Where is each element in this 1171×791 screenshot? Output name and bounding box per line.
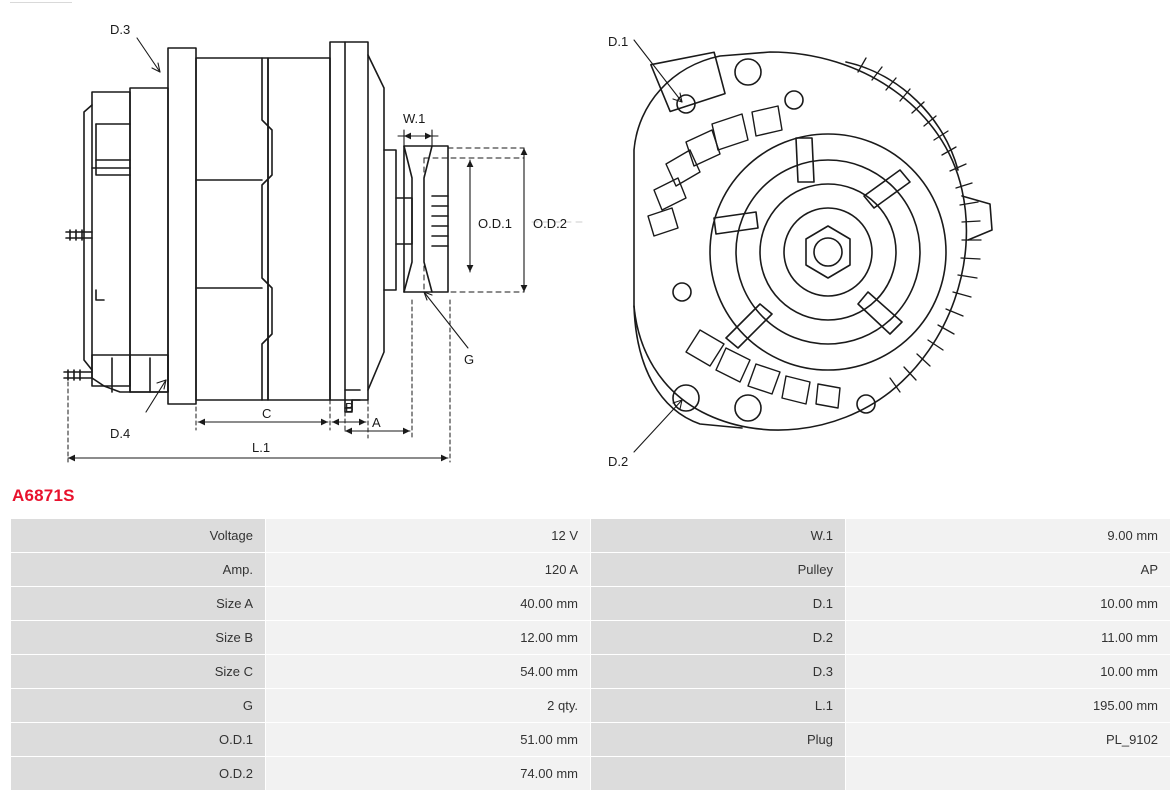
spec-label: O.D.1 [11,723,266,757]
table-row [11,655,1171,689]
table-row [11,723,1171,757]
spec-label: Amp. [11,553,266,587]
spec-label: L.1 [591,689,846,723]
spec-value: 11.00 mm [846,621,1171,655]
spec-label: Size B [11,621,266,655]
spec-value: 12.00 mm [266,621,591,655]
label-d2: D.2 [608,454,629,469]
table-row [11,519,1171,553]
label-b: B [345,400,354,415]
label-d4: D.4 [110,426,131,441]
spec-label-empty [591,757,846,791]
spec-value: 10.00 mm [846,587,1171,621]
label-l1: L.1 [252,440,271,455]
spec-value: AP [846,553,1171,587]
spec-value: PL_9102 [846,723,1171,757]
spec-label: D.2 [591,621,846,655]
spec-value: 40.00 mm [266,587,591,621]
table-row [11,757,1171,791]
label-od2: O.D.2 [533,216,567,231]
spec-value-empty [846,757,1171,791]
spec-label: G [11,689,266,723]
label-a: A [372,415,381,430]
label-c: C [262,406,272,421]
spec-label: Size A [11,587,266,621]
table-row [11,587,1171,621]
spec-label: Size C [11,655,266,689]
label-d3: D.3 [110,22,131,37]
spec-value: 195.00 mm [846,689,1171,723]
table-row [11,553,1171,587]
specification-table [10,518,1171,791]
spec-label: Voltage [11,519,266,553]
front-view-group [634,52,992,430]
table-row [11,689,1171,723]
spec-value: 51.00 mm [266,723,591,757]
side-view-group [64,42,448,412]
spec-label: W.1 [591,519,846,553]
label-d1: D.1 [608,34,629,49]
spec-value: 74.00 mm [266,757,591,791]
spec-value: 10.00 mm [846,655,1171,689]
table-row [11,621,1171,655]
spec-label: Pulley [591,553,846,587]
spec-value: 120 A [266,553,591,587]
label-w1: W.1 [403,111,426,126]
spec-label: Plug [591,723,846,757]
spec-label: D.1 [591,587,846,621]
spec-label: D.3 [591,655,846,689]
spec-value: 12 V [266,519,591,553]
page-title: A6871S [12,486,75,505]
spec-label: O.D.2 [11,757,266,791]
label-g: G [464,352,475,367]
spec-value: 54.00 mm [266,655,591,689]
spec-value: 9.00 mm [846,519,1171,553]
spec-value: 2 qty. [266,689,591,723]
label-od1: O.D.1 [478,216,512,231]
